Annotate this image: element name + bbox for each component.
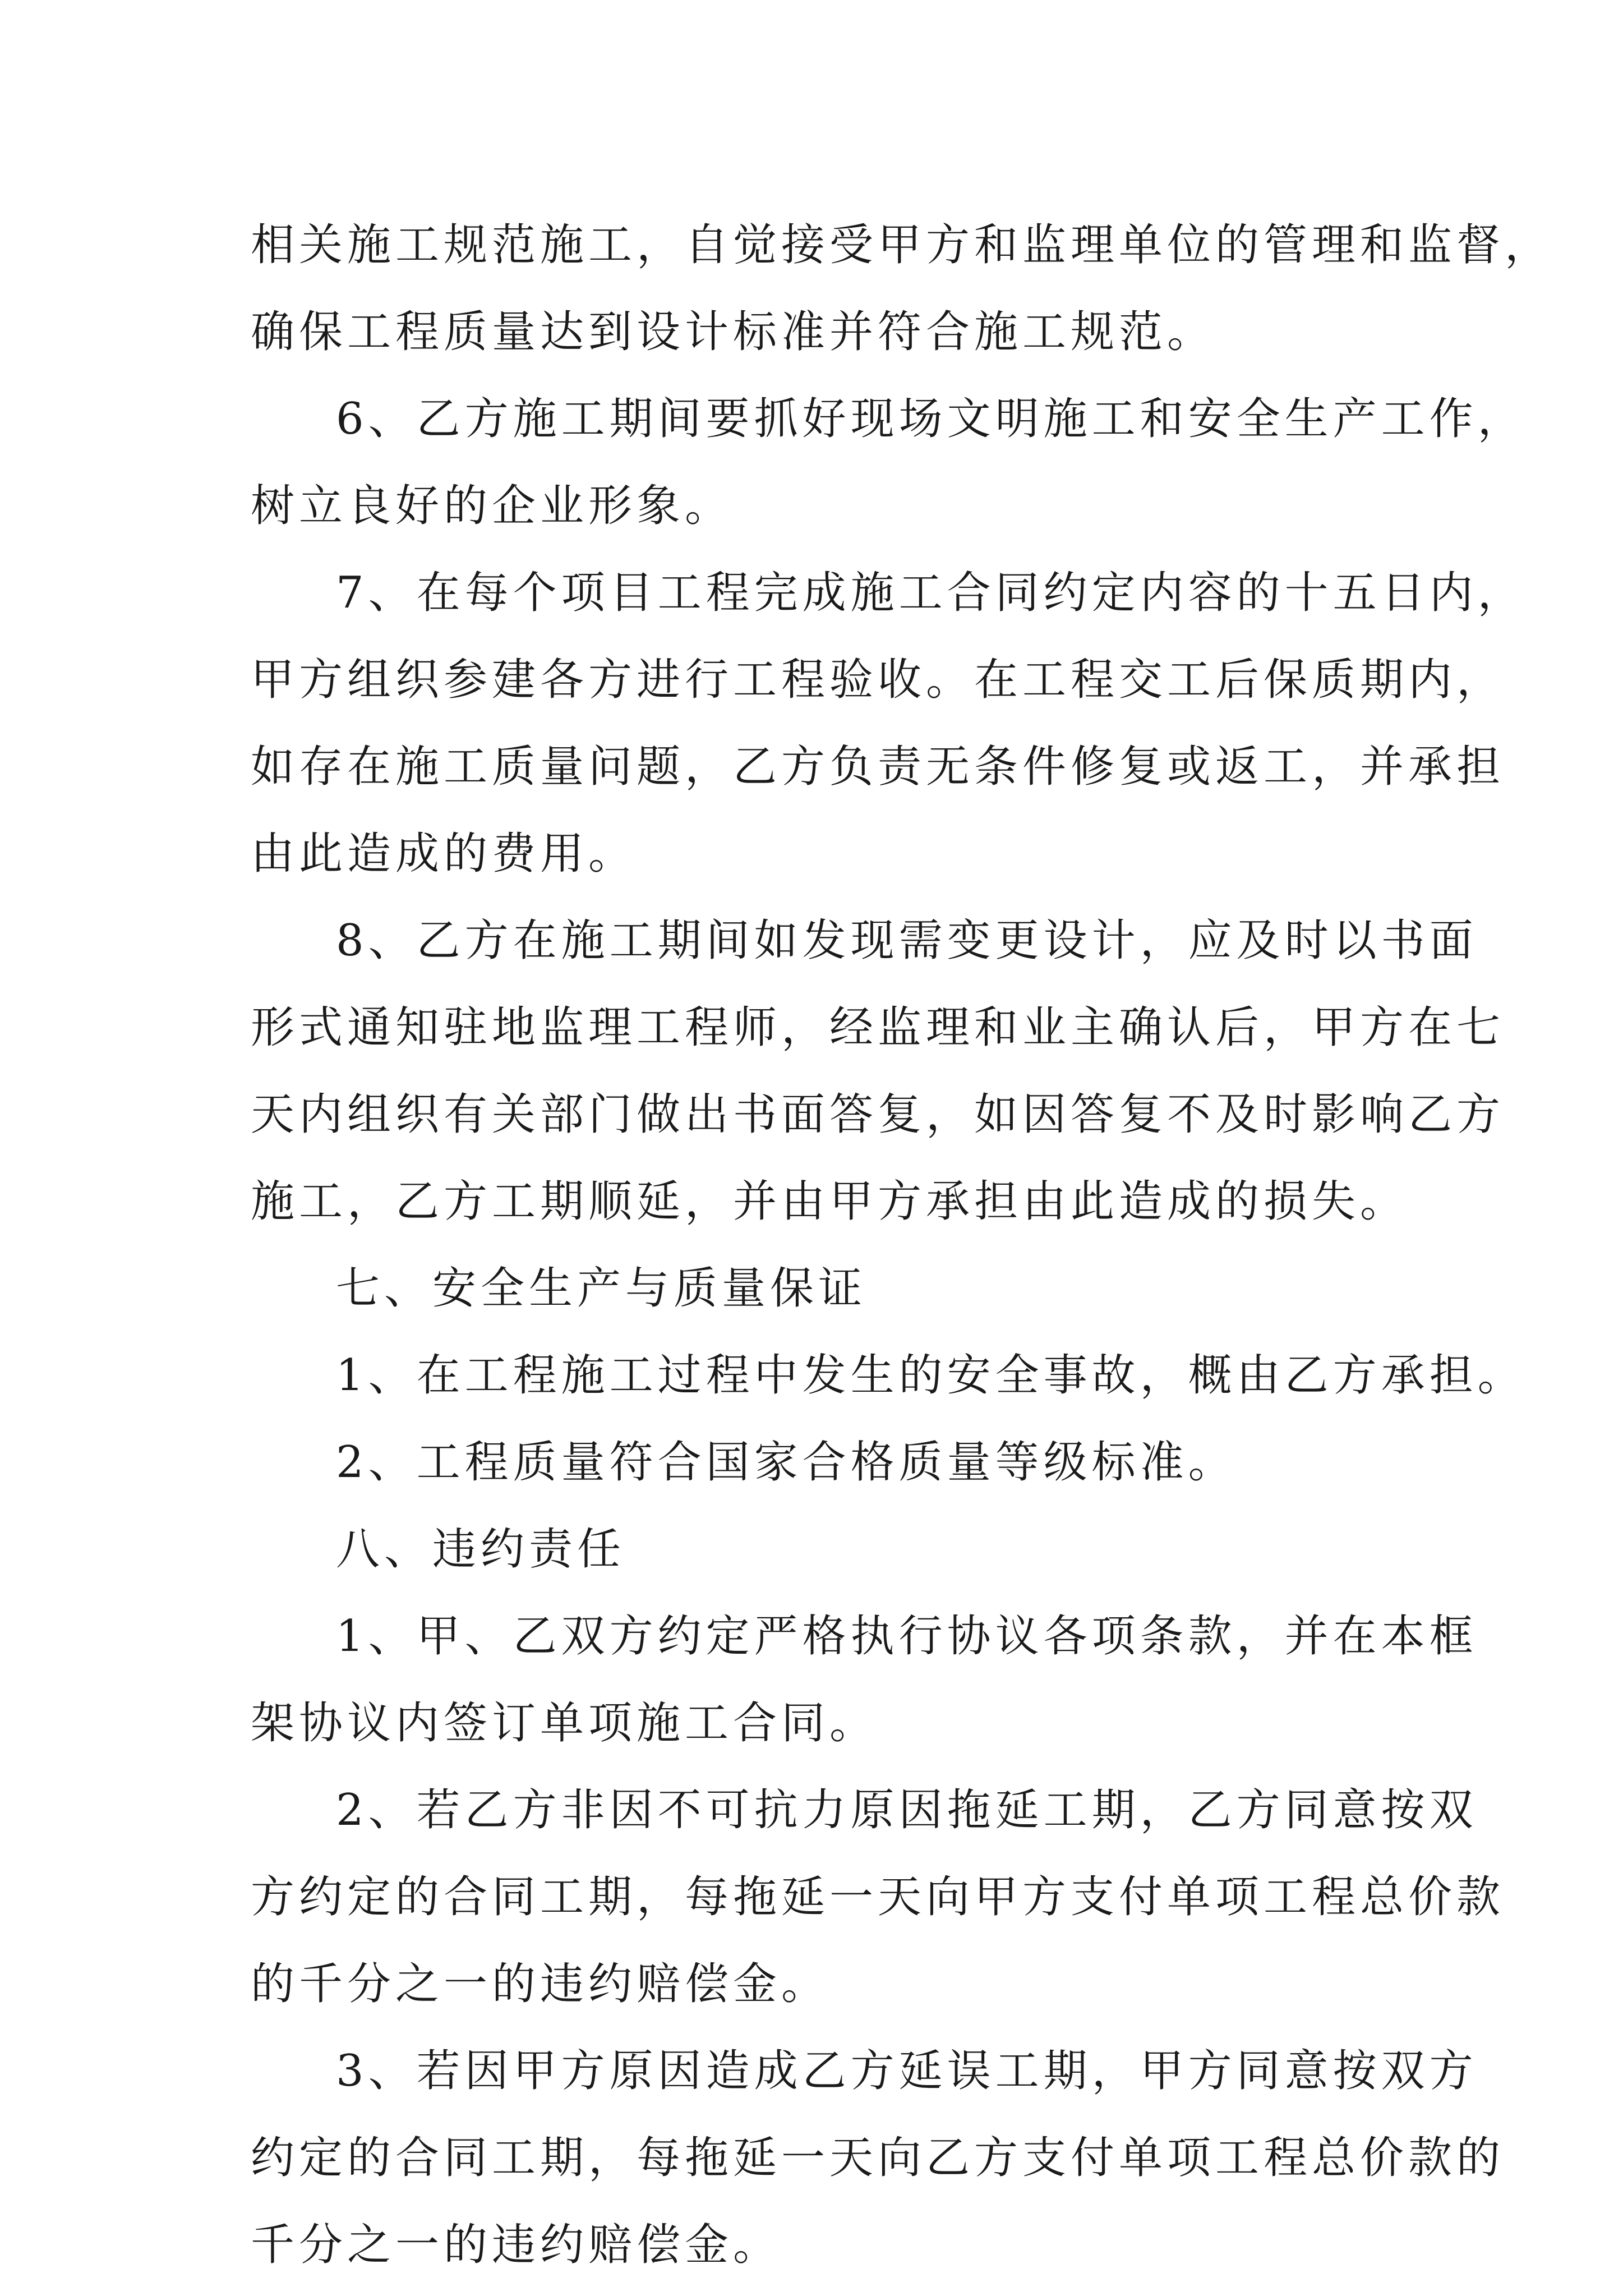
text-line: 6、乙方施工期间要抓好现场文明施工和安全生产工作， bbox=[336, 394, 1526, 444]
text-line: 8、乙方在施工期间如发现需变更设计，应及时以书面 bbox=[336, 915, 1478, 966]
text-line: 如存在施工质量问题，乙方负责无条件修复或返工，并承担 bbox=[251, 742, 1505, 792]
text-line: 架协议内签订单项施工合同。 bbox=[251, 1698, 878, 1749]
text-line: 2、若乙方非因不可抗力原因拖延工期，乙方同意按双 bbox=[336, 1785, 1478, 1835]
text-line: 1、甲、乙双方约定严格执行协议各项条款，并在本框 bbox=[336, 1611, 1478, 1662]
text-line: 3、若因甲方原因造成乙方延误工期，甲方同意按双方 bbox=[336, 2046, 1478, 2096]
section-heading: 七、安全生产与质量保证 bbox=[336, 1263, 867, 1314]
text-line: 施工，乙方工期顺延，并由甲方承担由此造成的损失。 bbox=[251, 1176, 1409, 1227]
text-line: 甲方组织参建各方进行工程验收。在工程交工后保质期内， bbox=[251, 655, 1505, 705]
document-body bbox=[251, 202, 1553, 2289]
text-line: 树立良好的企业形象。 bbox=[251, 481, 734, 531]
text-line: 确保工程质量达到设计标准并符合施工规范。 bbox=[251, 307, 1216, 357]
text-line: 相关施工规范施工，自觉接受甲方和监理单位的管理和监督， bbox=[251, 220, 1553, 270]
section-heading: 八、违约责任 bbox=[336, 1524, 626, 1575]
text-line: 形式通知驻地监理工程师，经监理和业主确认后，甲方在七 bbox=[251, 1002, 1505, 1053]
text-line: 方约定的合同工期，每拖延一天向甲方支付单项工程总价款 bbox=[251, 1872, 1505, 1922]
text-line: 7、在每个项目工程完成施工合同约定内容的十五日内， bbox=[336, 568, 1526, 618]
text-line: 的千分之一的违约赔偿金。 bbox=[251, 1959, 830, 2009]
text-line: 天内组织有关部门做出书面答复，如因答复不及时影响乙方 bbox=[251, 1089, 1505, 1140]
text-line: 由此造成的费用。 bbox=[251, 829, 637, 879]
text-line: 2、工程质量符合国家合格质量等级标准。 bbox=[336, 1437, 1237, 1488]
text-line: 约定的合同工期，每拖延一天向乙方支付单项工程总价款的 bbox=[251, 2133, 1505, 2183]
text-line: 1、在工程施工过程中发生的安全事故，概由乙方承担。 bbox=[336, 1350, 1526, 1401]
text-line: 千分之一的违约赔偿金。 bbox=[251, 2220, 782, 2270]
